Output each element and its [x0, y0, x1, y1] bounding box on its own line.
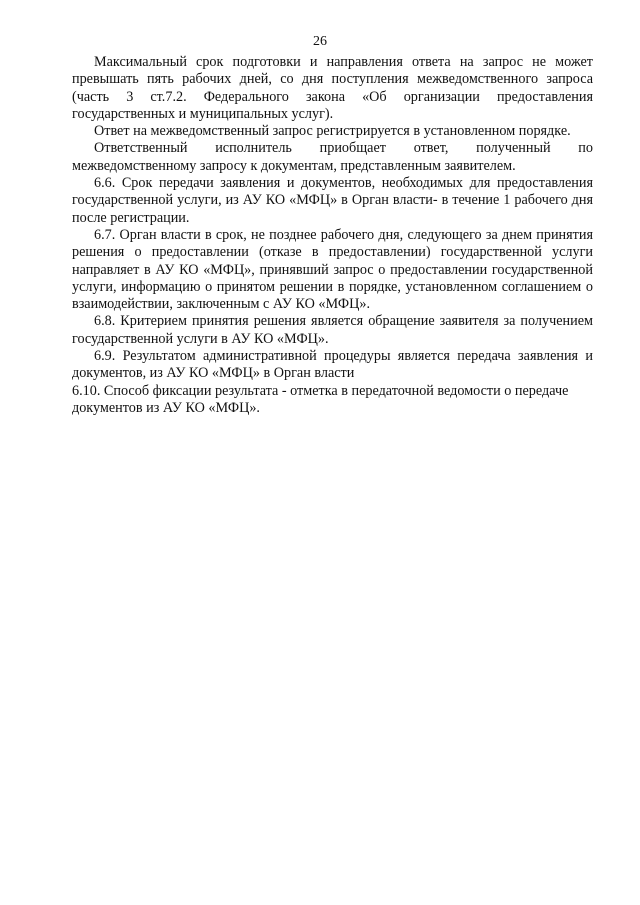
- paragraph-6-6: 6.6. Срок передачи заявления и документов, необходимых для предоставления государственной услуги, из АУ КО «МФЦ» в Орган власти- в течение 1 рабочего дня после регистрации.: [72, 175, 593, 226]
- page-number: 26: [313, 34, 327, 49]
- document-body: [72, 54, 593, 417]
- paragraph-executor-attaches: Ответственный исполнитель приобщает ответ, полученный по межведомственному запросу к документам, представленным заявителем.: [72, 140, 593, 174]
- paragraph-6-10: 6.10. Способ фиксации результата - отметка в передаточной ведомости о передаче документов из АУ КО «МФЦ».: [72, 382, 569, 416]
- paragraph-6-9: 6.9. Результатом административной процедуры является передача заявления и документов, из АУ КО «МФЦ» в Орган власти: [72, 348, 593, 382]
- paragraph-6-8: 6.8. Критерием принятия решения является обращение заявителя за получением государственной услуги в АУ КО «МФЦ».: [72, 313, 593, 347]
- paragraph-response-deadline: Максимальный срок подготовки и направления ответа на запрос не может превышать пять рабочих дней, со дня поступления межведомственного запроса (часть 3 ст.7.2. Федерального закона «Об организации предоставления государственных и муниципальных услуг).: [72, 54, 593, 122]
- paragraph-response-registration: Ответ на межведомственный запрос регистрируется в установленном порядке.: [94, 123, 571, 140]
- paragraph-6-7: 6.7. Орган власти в срок, не позднее рабочего дня, следующего за днем принятия решения о предоставлении (отказе в предоставлении) государственной услуги направляет в АУ КО «МФЦ», принявший запрос о предоставлении государственной услуги, информацию о принятом решении в порядке, установленном соглашением о взаимодействии, заключенным с АУ КО «МФЦ».: [72, 226, 593, 313]
